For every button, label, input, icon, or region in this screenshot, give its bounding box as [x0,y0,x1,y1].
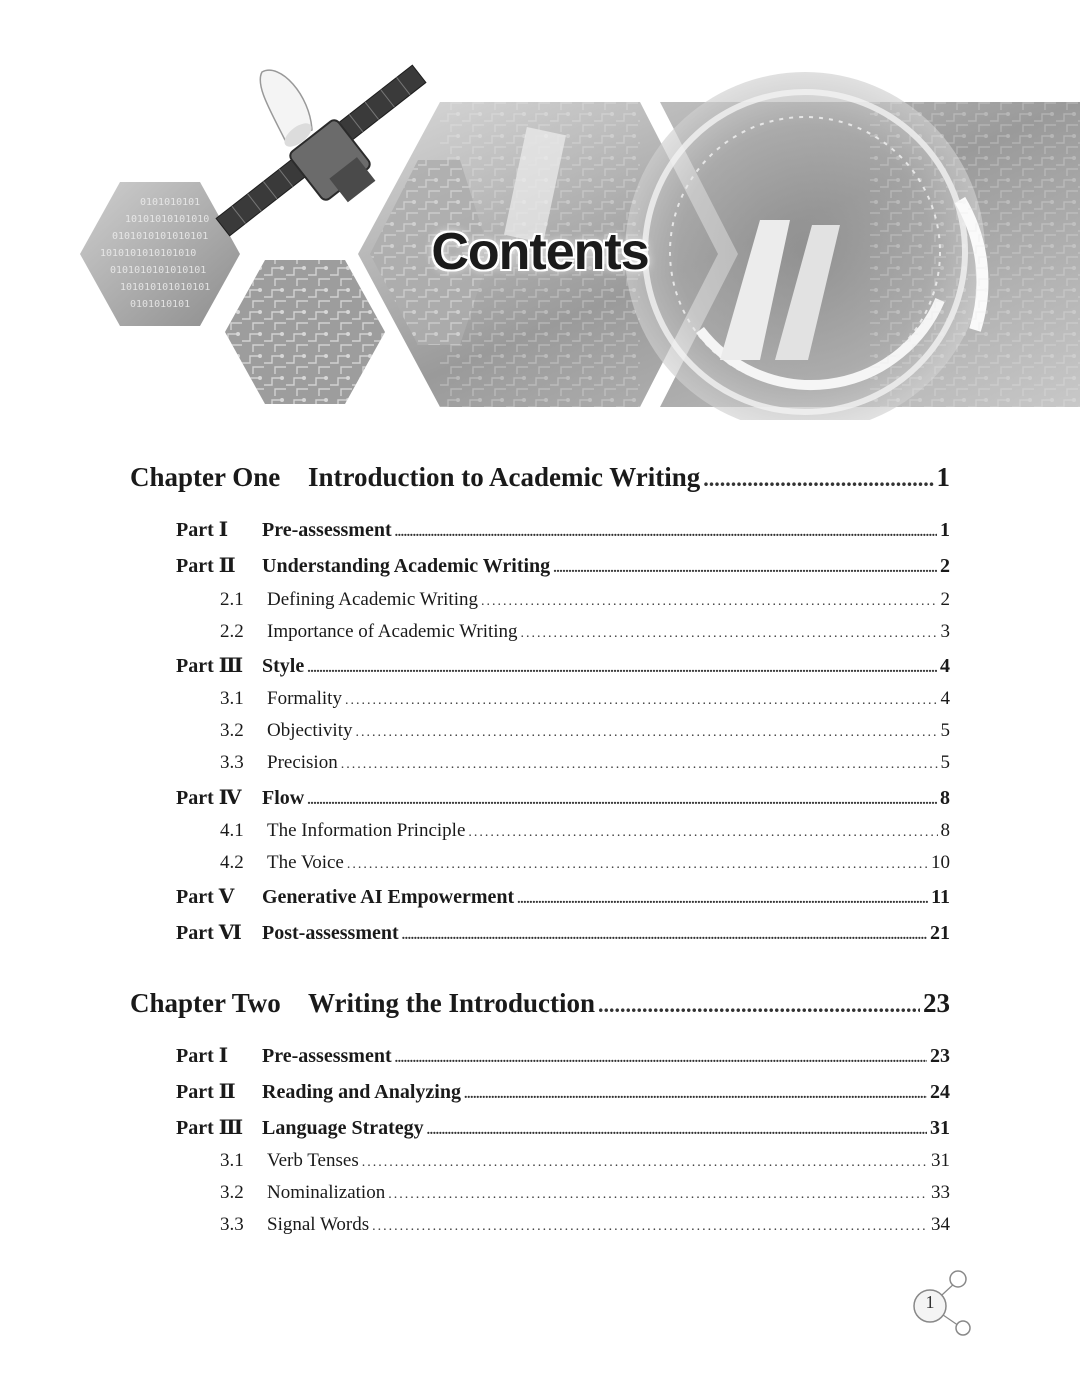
toc-entry-part-3[interactable] [176,1115,950,1140]
toc-entry-part-2[interactable] [176,1079,950,1104]
toc-entry-3-3[interactable] [220,1214,950,1236]
part-label: Part Ⅱ [176,555,236,577]
dot-leader [388,1187,928,1203]
chapter-page-number: 1 [936,462,950,492]
contents-banner [0,0,1080,420]
dot-leader [395,1051,927,1067]
dot-leader [345,693,938,709]
dot-leader [372,1219,928,1235]
chapter-title: Introduction to Academic Writing [308,462,701,492]
page-number: 23 [930,1045,950,1067]
svg-text:1010101010101010: 1010101010101010 [100,248,197,259]
section-title: Verb Tenses [267,1150,359,1171]
chapter-two-row[interactable] [130,988,950,1019]
section-number: 4.2 [220,852,244,873]
page-number: 33 [931,1182,950,1203]
part-title: Flow [262,787,305,809]
section-title: The Voice [267,852,344,873]
toc-entry-3-3[interactable] [220,752,950,774]
toc-entry-3-2[interactable] [220,1182,950,1204]
toc-entry-3-2[interactable] [220,720,950,742]
dot-leader [307,661,937,677]
chapter-title: Writing the Introduction [308,988,596,1018]
dot-leader [395,525,937,541]
dot-leader [341,757,938,773]
dot-leader [362,1155,928,1171]
page-number: 11 [931,886,950,908]
section-title: Importance of Academic Writing [267,621,518,642]
toc-entry-4-1[interactable] [220,820,950,842]
page-number: 21 [930,922,950,944]
part-label: Part Ⅲ [176,1117,244,1139]
toc-entry-3-1[interactable] [220,1150,950,1172]
dot-leader [598,992,920,1018]
section-title: Defining Academic Writing [267,589,478,610]
page-number: 10 [931,852,950,873]
dot-leader [553,561,937,577]
section-number: 4.1 [220,820,244,841]
dot-leader [347,857,928,873]
toc-entry-4-2[interactable] [220,852,950,874]
section-number: 2.1 [220,589,244,610]
section-number: 3.2 [220,1182,244,1203]
part-title: Pre-assessment [262,1045,392,1067]
page-number: 8 [940,820,950,841]
toc-entry-2-1[interactable] [220,589,950,611]
toc-entry-part-2[interactable] [176,553,950,578]
page-number: 34 [931,1214,950,1235]
part-title: Style [262,655,305,677]
toc-entry-part-6[interactable] [176,920,950,945]
section-title: Objectivity [267,720,353,741]
svg-text:0101010101: 0101010101 [130,299,191,310]
svg-text:101010101010101: 101010101010101 [120,282,211,293]
toc-entry-part-1[interactable] [176,517,950,542]
svg-text:0101010101: 0101010101 [140,197,201,208]
svg-text:0101010101010101: 0101010101010101 [110,265,207,276]
page-number: 8 [940,787,950,809]
part-title: Language Strategy [262,1117,424,1139]
page-number: 3 [940,621,950,642]
section-title: Nominalization [267,1182,386,1203]
banner-graphic [0,0,1080,420]
part-title: Reading and Analyzing [262,1081,461,1103]
section-number: 3.3 [220,1214,244,1235]
part-title: Generative AI Empowerment [262,886,515,908]
page-number: 2 [940,589,950,610]
section-title: Signal Words [267,1214,370,1235]
toc-entry-3-1[interactable] [220,688,950,710]
section-number: 2.2 [220,621,244,642]
part-title: Pre-assessment [262,519,392,541]
section-number: 3.3 [220,752,244,773]
part-label: Part Ⅲ [176,655,244,677]
toc-entry-part-1[interactable] [176,1043,950,1068]
svg-text:10101010101010: 10101010101010 [125,214,210,225]
part-title: Understanding Academic Writing [262,555,551,577]
section-number: 3.1 [220,1150,244,1171]
dot-leader [703,466,933,492]
toc-entry-part-3[interactable] [176,653,950,678]
page-number: 31 [930,1117,950,1139]
page-title: Contents [431,223,649,281]
part-title: Post-assessment [262,922,399,944]
part-label: Part Ⅳ [176,787,242,809]
dot-leader [355,725,937,741]
part-label: Part Ⅱ [176,1081,236,1103]
svg-text:0101010101010101: 0101010101010101 [112,231,209,242]
part-label: Part Ⅰ [176,1045,229,1067]
page-number: 5 [940,720,950,741]
page-number: 1 [940,519,950,541]
chapter-one-row[interactable] [130,462,950,493]
dot-leader [468,825,937,841]
dot-leader [427,1123,927,1139]
page-number: 4 [940,655,950,677]
page-number: 4 [940,688,950,709]
part-label: Part Ⅰ [176,519,229,541]
part-label: Part Ⅴ [176,886,235,908]
dot-leader [517,892,928,908]
toc-entry-part-4[interactable] [176,785,950,810]
section-number: 3.2 [220,720,244,741]
dot-leader [464,1087,927,1103]
dot-leader [521,626,938,642]
section-title: Precision [267,752,338,773]
section-title: The Information Principle [267,820,466,841]
section-number: 3.1 [220,688,244,709]
dot-leader [402,928,927,944]
page-number: 2 [940,555,950,577]
chapter-label: Chapter Two [130,988,281,1018]
toc-entry-2-2[interactable] [220,621,950,643]
chapter-page-number: 23 [923,988,950,1018]
page-number: 31 [931,1150,950,1171]
dot-leader [481,594,938,610]
section-title: Formality [267,688,342,709]
part-label: Part Ⅵ [176,922,242,944]
toc-entry-part-5[interactable] [176,884,950,909]
page-number: 24 [930,1081,950,1103]
dot-leader [307,793,937,809]
page-number-footer: 1 [925,1292,935,1312]
page-number: 5 [940,752,950,773]
chapter-label: Chapter One [130,462,281,492]
